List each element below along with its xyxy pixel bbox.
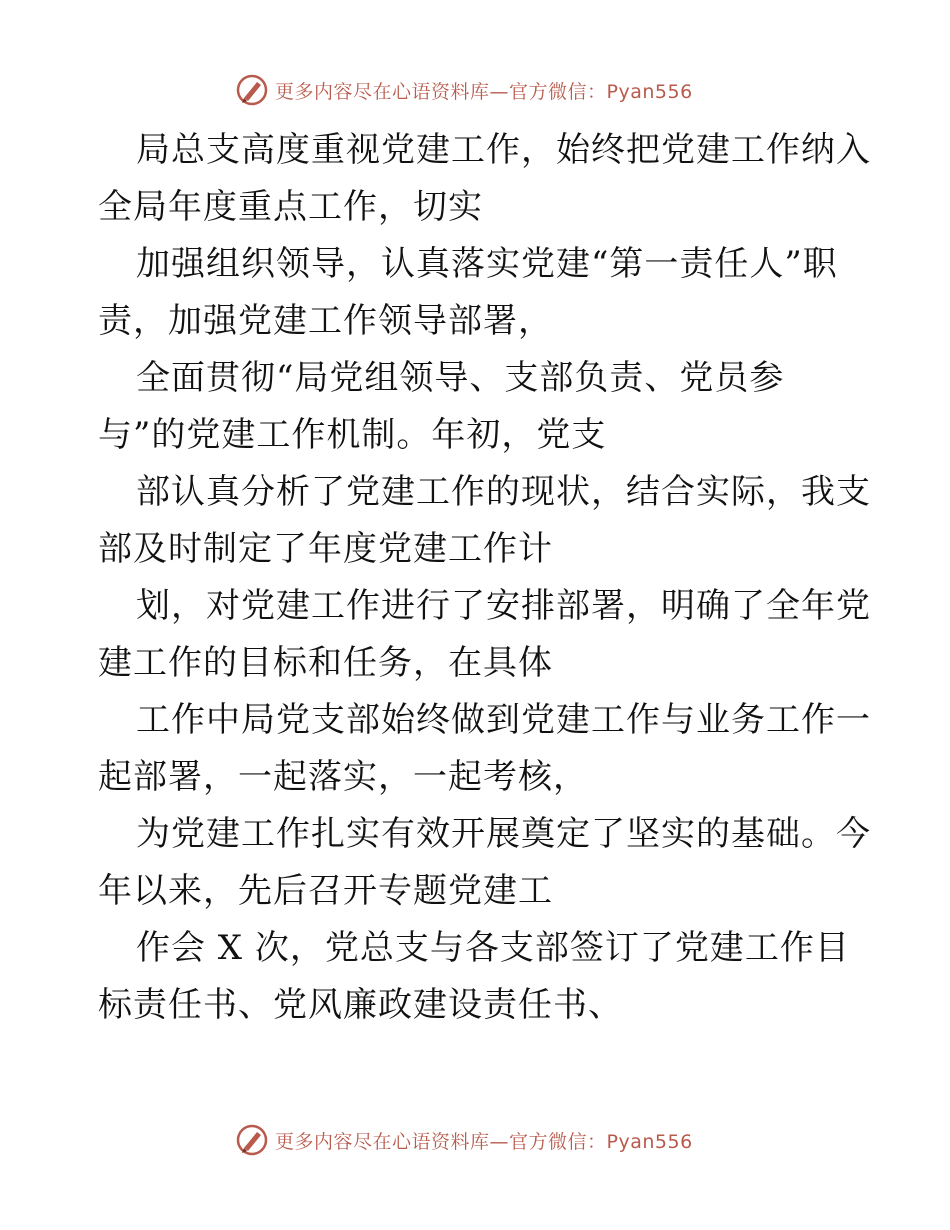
paragraph-line: 部及时制定了年度党建工作计 [98, 529, 553, 569]
watermark-text: 更多内容尽在心语资料库—官方微信：Pyan556 [275, 80, 693, 103]
paragraph-line: 起部署，一起落实，一起考核， [98, 757, 588, 797]
paragraph-line: 工作中局党支部始终做到党建工作与业务工作一 [136, 700, 871, 740]
footer-watermark [235, 1122, 693, 1158]
paragraph-line: 与”的党建工作机制。年初，党支 [98, 415, 607, 455]
document-body [98, 122, 871, 1034]
paragraph-line: 全面贯彻“局党组领导、支部负责、党员参 [136, 358, 785, 398]
paragraph-line: 加强组织领导，认真落实党建“第一责任人”职 [136, 244, 838, 284]
paragraph-line: 局总支高度重视党建工作，始终把党建工作纳入 [136, 130, 871, 170]
paragraph-line: 部认真分析了党建工作的现状，结合实际，我支 [136, 472, 871, 512]
paragraph-line: 责，加强党建工作领导部署， [98, 301, 553, 341]
header-watermark [235, 72, 693, 108]
paragraph-line: 年以来，先后召开专题党建工 [98, 871, 553, 911]
paragraph-line: 标责任书、党风廉政建设责任书、 [98, 985, 623, 1025]
paragraph-line: 全局年度重点工作，切实 [98, 187, 483, 227]
red-pen-logo-icon [235, 73, 269, 107]
paragraph-line: 划，对党建工作进行了安排部署，明确了全年党 [136, 586, 871, 626]
paragraph-line: 建工作的目标和任务，在具体 [98, 643, 553, 683]
paragraph-line: 为党建工作扎实有效开展奠定了坚实的基础。今 [136, 814, 871, 854]
paragraph-line: 作会 X 次，党总支与各支部签订了党建工作目 [136, 928, 850, 968]
red-pen-logo-icon [235, 1123, 269, 1157]
watermark-text: 更多内容尽在心语资料库—官方微信：Pyan556 [275, 1130, 693, 1153]
